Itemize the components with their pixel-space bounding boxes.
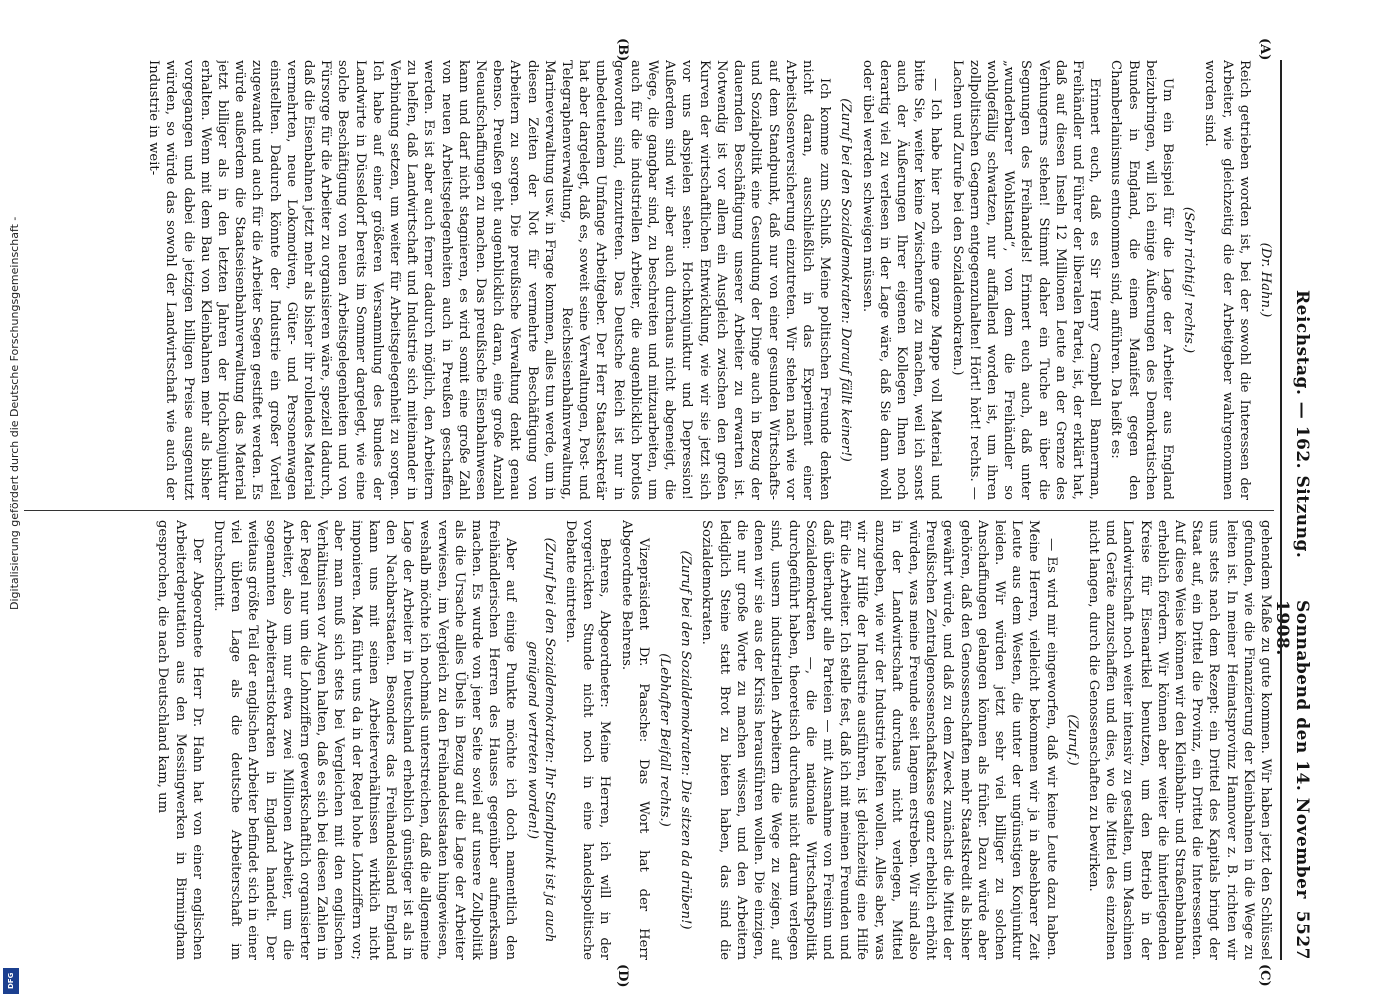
interjection: (Zuruf.) bbox=[1064, 714, 1080, 766]
applause-note: (Lebhafter Beifall rechts.) bbox=[657, 653, 673, 827]
dfg-logo: DFG bbox=[3, 968, 19, 994]
right-column bbox=[24, 520, 1274, 960]
paragraph: Um ein Beispiel für die Lage der Arbeiter aus England beizubringen, will ich einige Äußerungen des Demokratischen Bundes in England, die einem Manifest gegen den Chamberlainismus entnommen sind, anführen. Da heißt es: bbox=[1108, 60, 1175, 500]
interjection: (Zuruf bei den Sozialdemokraten: Ihr Standpunkt ist ja auch genügend vertreten worden!) bbox=[524, 537, 557, 943]
quote-paragraph: Erinnert euch, daß es Sir Henry Campbell Bannerman, Freihändler und Führer der liberalen Partei, ist, der erklärt hat, daß auf diesen Inseln 12 Millionen Leute an der Grenze des Verhungerns stehen! Stimmt daher ein Tuche an über die Segnungen des Freihandels! Erinnert euch auch, daß unter „wunderbarer Wohlstand“, von dem die Freihändler so wohlgefällig schwatzen, nur auffallend worden ist, um ihren zollpolitischen Gegnern entgegenzuhalten! Hört! hört! rechts. — Lachen und Zurufe bei den Sozialdemokraten.) bbox=[949, 60, 1103, 500]
page-header bbox=[1272, 60, 1316, 960]
margin-marker-b: (B) bbox=[615, 38, 630, 62]
left-column bbox=[24, 60, 1274, 500]
speaker-paragraph: Behrens, Abgeordneter: Meine Herren, ich will in der vorgerückten Stunde nicht noch in eine handelspolitische Debatte eintreten. bbox=[563, 520, 613, 960]
paragraph: — Ich habe hier noch eine ganze Mappe voll Material und bitte Sie, weiter keine Zwischenrufe zu machen, weil ich sonst auch der Äußerungen Ihrer eigenen Kollegen Ihnen noch derartig viel zu verlesen in der Lage wäre, daß Sie dann wohl oder übel werden schweigen müssen. bbox=[859, 60, 944, 500]
paragraph: — Es wird mir eingeworfen, daß wir keine Leute dazu haben. Meine Herren, vielleicht bekommen wir ja in absehbarer Zeit Leute aus dem Westen, die unter der ungünstigen Konjunktur leiden. Wir würden jetzt sehr viel billiger zu solchen Anschaffungen gelangen können als früher. Dazu würde aber gehören, daß den Genossenschaften mehr Staatskredit als bisher gewährt würde, und daß zu dem Zweck zunächst die Mittel der Preußischen Zentralgenossenschaftskasse ganz erheblich erhöht würden, was meine Freunde seit langem erstreben. Wir sind also in der Landwirtschaft durchaus nicht verlegen, Mittel anzugeben, wie wir der Industrie helfen wollen. Alles aber, was wir zur Hilfe der Industrie ausführen, ist gleichzeitig eine Hilfe für die Arbeiter. Ich stelle fest, daß ich mit meinen Freunden und daß überhaupt alle Parteien — mit Ausnahme von Freisinn und Sozialdemokraten —, die die nationale Wirtschaftspolitik durchgeführt haben, theoretisch durchaus nicht darum verlegen sind, unsern industriellen Arbeitern die Wege zu zeigen, auf denen wir sie aus der Krisis herausführen wollen. Die einzigen, die nur große Worte zu machen wissen, und den Arbeitern lediglich Steine statt Brot zu bieten haben, das sind die Sozialdemokraten. bbox=[699, 520, 1059, 960]
paragraph: Der Abgeordnete Herr Dr. Hahn hat von einer englischen Arbeiterdeputation aus den Messingwerken in Birmingham gesprochen, die nach Deutschland kam, um bbox=[155, 520, 205, 960]
column-divider bbox=[24, 510, 1274, 511]
header-rule bbox=[1280, 60, 1282, 960]
interjection: (Zuruf bei den Sozialdemokraten: Darauf fällt keiner!) bbox=[838, 98, 854, 462]
margin-marker-a: (A) bbox=[1257, 38, 1272, 61]
digitization-credit: Digitalisierung gefördert durch die Deutsche Forschungsgemeinschaft - bbox=[8, 216, 21, 610]
paragraph: Ich komme zum Schluß. Meine politischen Freunde denken nicht daran, ausschließlich in das Experiment einer Arbeitslosenversicherung einzutreten. Wir stehen nach wie vor auf dem Standpunkt, daß nur von einer gesunden Wirtschafts- und Sozialpolitik eine Gesundung der Dinge auch in Bezug der dauernden Beschäftigung unserer Arbeiter zu erwarten ist. Notwendig ist vor allem ein Ausgleich zwischen den großen Kurven der wirtschaftlichen Entwicklung, wie wir sie jetzt sich vor uns abspielen sehen: Hochkonjunktur und Depression! Außerdem sind wir aber auch durchaus nicht abgeneigt, die Wege, die gangbar sind, zu beschreiten und mitzuarbeiten, um auch für die industriellen Arbeiter, die augenblicklich brotlos geworden sind, einzutreten. Das Deutsche Reich ist nur in unbedeutendem Umfange Arbeitgeber. Der Herr Staatssekretär hat aber dargelegt, daß es, soweit seine Verwaltungen, Post- und Telegraphenverwaltung, Reichseisenbahnverwaltung, Marineverwaltung usw. in Frage kommen, alles tun werde, um in diesen Zeiten der Not für vermehrte Beschäftigung von Arbeitern zu sorgen. Die preußische Verwaltung denkt genau ebenso. Preußen geht augenblicklich daran, eine große Anzahl Neuaufschaffungen zu machen. Das preußische Eisenbahnwesen kann und darf nicht stagnieren, es wird somit eine große Zahl von neuen Arbeitsgelegenheiten auch in Preußen geschaffen werden. Es ist aber auch ferner dadurch möglich, den Arbeitern zu helfen, daß Landwirtschaft und Industrie sich miteinander in Verbindung setzen, um weiter für Arbeitsgelegenheit zu sorgen. Ich habe auf einer größeren Versammlung des Bundes der Landwirte in Düsseldorf bereits im Sommer dargelegt, wie eine solche Beschäftigung von neuen Arbeitsgelegenheiten und von Fürsorge für die Arbeiter zu organisieren wäre, speziell dadurch, daß die Eisenbahnen jetzt mehr als bisher ihr rollendes Material vermehrten, neue Lokomotiven, Güter- und Personenwagen einstellten. Dadurch könnte der Industrie ein großer Vorteil zugewandt und auch für die Arbeiter Segen gestiftet werden. Es würde außerdem die Staatseisenbahnverwaltung das Material jetzt billiger als in den letzten Jahren der Hochkonjunktur erhalten. Wenn mit dem Bau von Kleinbahnen mehr als bisher vorgegangen und dabei die jetzigen billigen Preise ausgenutzt würden, so würde das sowohl der Landwirtschaft wie auch der Industrie in weit- bbox=[146, 60, 833, 500]
page-number: 5527 bbox=[1292, 910, 1312, 960]
paragraph: gehendem Maße zu gute kommen. Wir haben jetzt den Schlüssel gefunden, wie die Finanzierung der Kleinbahnen in die Wege zu leiten ist. In meiner Heimatsprovinz Hannover z. B. richten wir uns stets nach dem Rezept: ein Drittel des Kapitals bringt der Staat auf, ein Drittel die Provinz, ein Drittel die Interessenten. Auf diese Weise können wir den Kleinbahn- und Straßenbahnbau erheblich fördern. Wir können aber weiter die hinterliegenden Kreise für Eisenartikel benutzen, um den Betrieb in der Landwirtschaft noch weiter intensiv zu gestalten, um Maschinen und Geräte anzuschaffen und dies, wo die Mittel des einzelnen nicht langen, durch die Genossenschaften zu bewirken. bbox=[1085, 520, 1273, 960]
margin-marker-c: (C) bbox=[1257, 964, 1272, 987]
margin-marker-d: (D) bbox=[615, 964, 630, 988]
paragraph: Aber auf einige Punkte möchte ich doch namentlich den freihändlerischen Herren des Hauses gegenüber aufmerksam machen. Es wurde von jener Seite soviel auf unsere Zollpolitik als die Ursache alles Übels in Bezug auf die Lage der Arbeiter verwiesen, im Vergleich zu den Freihandelsstaaten hingewiesen, weshalb möchte ich nochmals unterstreichen, daß die allgemeine Lage der Arbeiter in Deutschland erheblich günstiger ist als in den Nachbarstaaten. Besonders das Freihandelsland England kann uns mit seinen Arbeiterverhältnissen wirklich nicht imponieren. Man führt uns da in der Regel hohe Lohnziffern vor; aber man muß sich stets bei Vergleichen mit den englischen Verhältnissen vor Augen halten, daß es sich bei diesen Zahlen in der Regel nur um die Lohnziffern gewerkschaftlich organisierter Arbeiter, also um nur etwa zwei Millionen Arbeiter, um die sogenannten Arbeiteraristokraten in England handelt. Der weitaus größte Teil der englischen Arbeiter befindet sich in einer viel übleren Lage als die deutsche Arbeiterschaft im Durchschnitt. bbox=[211, 520, 519, 960]
paragraph: Reich getrieben worden ist, bei der sowohl die Interessen der Arbeiter, wie gleichzeitig die der Arbeitgeber wahrgenommen worden sind. bbox=[1202, 60, 1252, 500]
interjection: (Zuruf bei den Sozialdemokraten: Die sitzen da drüben!) bbox=[678, 550, 694, 930]
header-date: Sonnabend den 14. November 1908. bbox=[1272, 600, 1312, 899]
chair-announcement: Vizepräsident Dr. Paasche: Das Wort hat der Herr Abgeordnete Behrens. bbox=[618, 520, 651, 960]
header-session: Reichstag. — 162. Sitzung. bbox=[1292, 290, 1312, 559]
interjection: (Sehr richtig! rechts.) bbox=[1181, 206, 1197, 354]
speaker-note: (Dr. Hahn.) bbox=[1258, 242, 1273, 318]
